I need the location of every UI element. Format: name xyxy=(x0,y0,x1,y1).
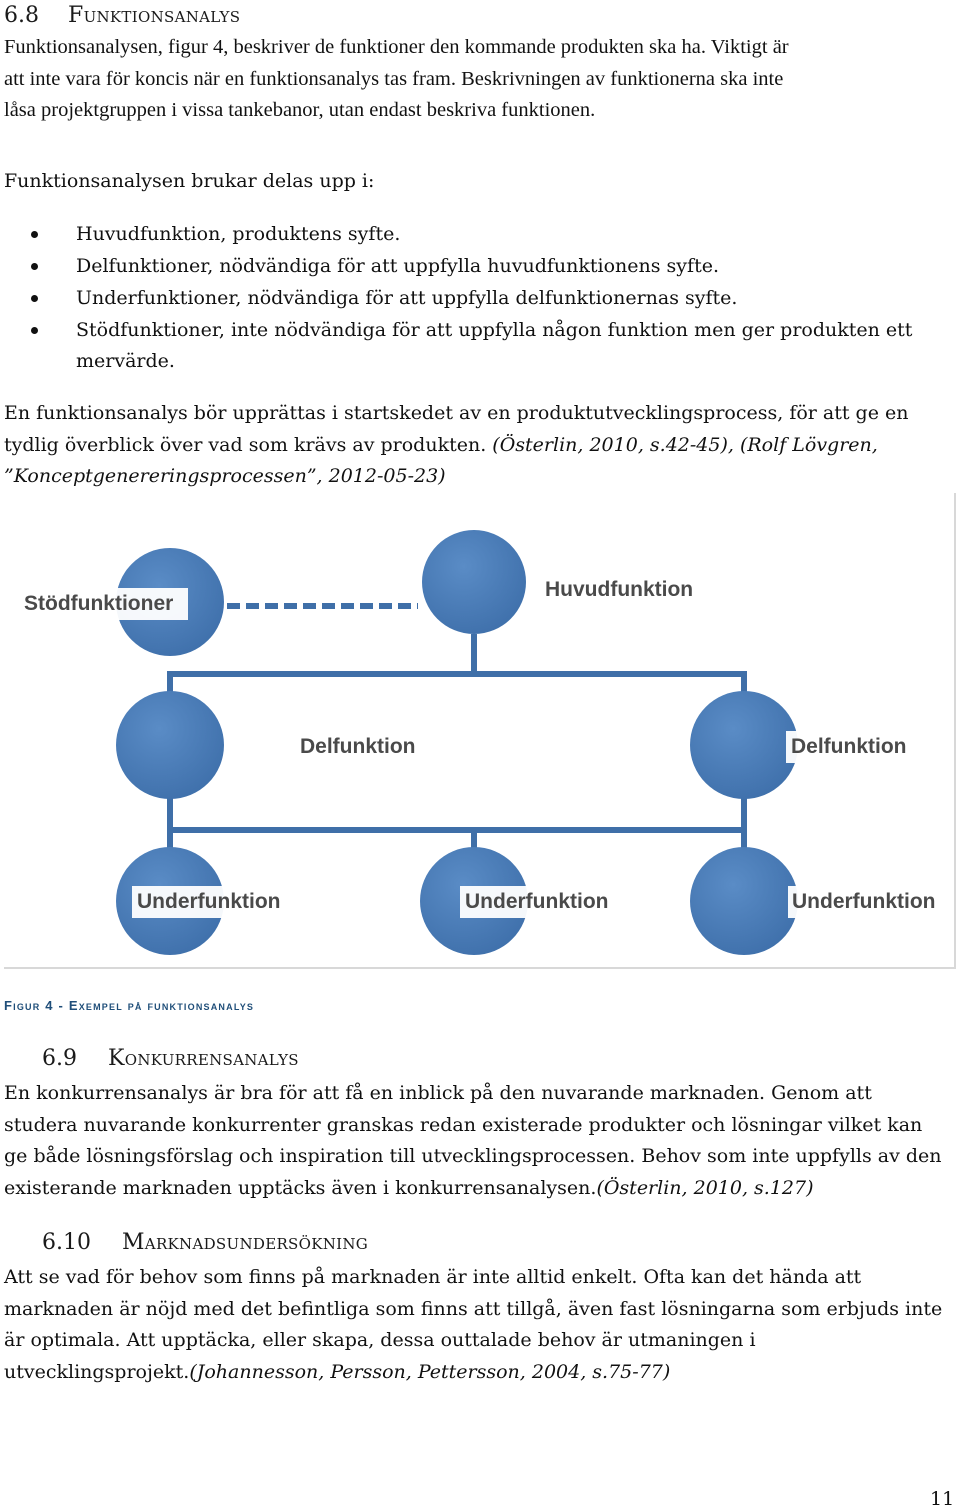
list-item: Delfunktioner, nödvändiga för att uppfylla huvudfunktionens syfte. xyxy=(0,250,912,282)
node-delfunktion-right xyxy=(690,691,798,799)
text-line: studera nuvarande konkurrenter granskas redan existerade produkter och lösningar vilket kan xyxy=(4,1113,923,1136)
section-heading-6-10 xyxy=(42,1230,368,1255)
text-line: Funktionsanalysen, figur 4, beskriver de funktioner den kommande produkten ska ha. Viktigt är xyxy=(4,36,789,58)
text-line xyxy=(4,1173,942,1205)
connector-right-mid xyxy=(474,797,744,830)
paragraph-market-research xyxy=(4,1262,942,1388)
paragraph-competitor-analysis xyxy=(4,1078,942,1204)
label-delfunktion-right: Delfunktion xyxy=(791,735,907,758)
figure-caption: Figur 4 - Exempel på funktionsanalys xyxy=(4,998,255,1013)
list-item: Huvudfunktion, produktens syfte. xyxy=(0,218,912,250)
label-underfunktion-mid: Underfunktion xyxy=(465,890,609,913)
node-delfunktion-left xyxy=(116,691,224,799)
paragraph-division: Funktionsanalysen brukar delas upp i: xyxy=(4,170,375,192)
section-title: Konkurrensanalys xyxy=(108,1046,299,1071)
label-underfunktion-left: Underfunktion xyxy=(137,890,281,913)
connector-top-right xyxy=(474,674,744,693)
citation: (Österlin, 2010, s.127) xyxy=(596,1176,814,1199)
list-item: Stödfunktioner, inte nödvändiga för att uppfylla någon funktion men ger produkten ett xyxy=(0,314,912,346)
function-analysis-figure xyxy=(4,493,956,969)
section-number: 6.10 xyxy=(42,1230,91,1255)
connectors xyxy=(170,606,744,849)
section-heading-6-8 xyxy=(4,3,240,28)
citation: (Johannesson, Persson, Pettersson, 2004, s.75-77) xyxy=(189,1360,671,1383)
label-delfunktion-left: Delfunktion xyxy=(300,735,416,758)
section-number: 6.8 xyxy=(4,3,39,28)
citation: ”Konceptgenereringsprocessen”, 2012-05-23) xyxy=(4,465,446,487)
text-line: låsa projektgruppen i vissa tankebanor, utan endast beskriva funktionen. xyxy=(4,99,596,121)
section-title: Funktionsanalys xyxy=(68,3,241,28)
citation: (Österlin, 2010, s.42-45), (Rolf Lövgren, xyxy=(492,433,878,456)
text-span: existerande marknaden upptäcks även i konkurrensanalysen. xyxy=(4,1176,597,1199)
section-title: Marknadsundersökning xyxy=(121,1230,369,1255)
label-stodfunktioner: Stödfunktioner xyxy=(24,592,174,615)
text-line: ge både lösningsförslag och inspiration till utvecklingsprocessen. Behov som inte uppfylls av den xyxy=(4,1145,942,1167)
section-number: 6.9 xyxy=(42,1046,77,1071)
section-heading-6-9 xyxy=(42,1046,299,1071)
text-span: utvecklingsprojekt. xyxy=(4,1360,190,1383)
node-huvudfunktion xyxy=(422,530,526,634)
node-underfunktion-right xyxy=(690,847,798,955)
connector-left-mid xyxy=(170,797,474,849)
text-line: En funktionsanalys bör upprättas i startskedet av en produktutvecklingsprocess, för att ge en xyxy=(4,402,909,424)
list-item-continuation: mervärde. xyxy=(76,350,175,372)
function-tree-diagram xyxy=(4,493,956,969)
list-item: Underfunktioner, nödvändiga för att uppfylla delfunktionernas syfte. xyxy=(0,282,912,314)
text-line: marknaden är nöjd med det befintliga som finns att tillgå, även fast lösningarna som erbjuds inte xyxy=(4,1297,943,1320)
paragraph-purpose xyxy=(4,398,909,493)
text-line: En konkurrensanalys är bra för att få en inblick på den nuvarande marknaden. Genom att xyxy=(4,1082,872,1104)
text-span: tydlig överblick över vad som krävs av produkten. xyxy=(4,433,493,456)
connector-top-left xyxy=(170,634,474,693)
function-type-list xyxy=(0,218,912,346)
text-line: Att se vad för behov som finns på marknaden är inte alltid enkelt. Ofta kan det hända att xyxy=(4,1266,862,1288)
label-huvudfunktion: Huvudfunktion xyxy=(545,578,694,601)
text-line: att inte vara för koncis när en funktionsanalys tas fram. Beskrivningen av funktionerna ska inte xyxy=(4,67,784,90)
text-line xyxy=(4,1357,942,1389)
paragraph-intro xyxy=(4,32,789,127)
label-underfunktion-right: Underfunktion xyxy=(792,890,936,913)
page-number: 11 xyxy=(930,1488,955,1510)
text-line xyxy=(4,430,909,462)
text-line: är optimala. Att upptäcka, eller skapa, dessa outtalade behov är utmaningen i xyxy=(4,1329,756,1351)
